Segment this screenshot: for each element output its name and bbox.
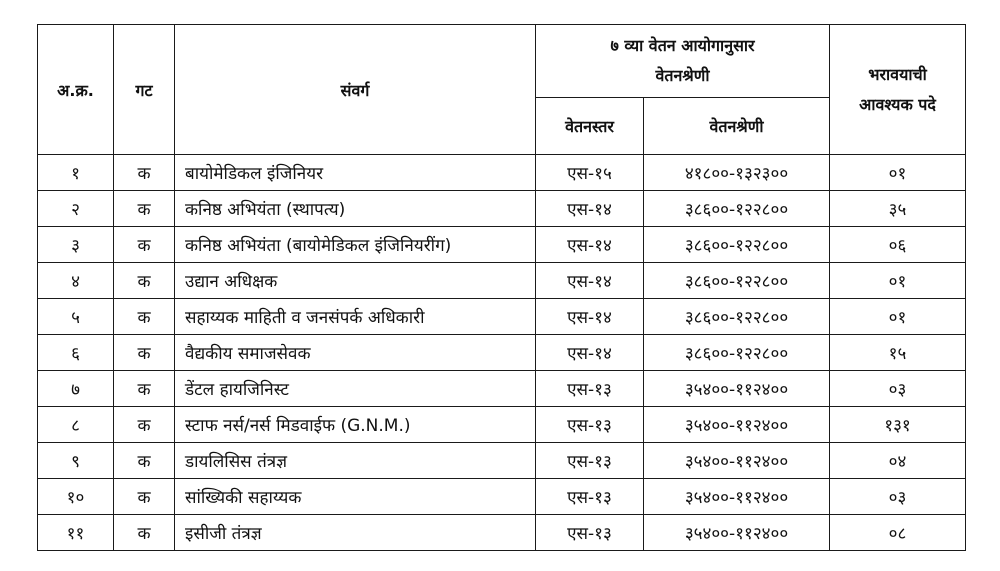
cell-group: क: [114, 191, 175, 227]
cell-group: क: [114, 443, 175, 479]
table-row: [38, 407, 966, 443]
table-row: [38, 191, 966, 227]
cell-group: क: [114, 227, 175, 263]
table-row: [38, 299, 966, 335]
cell-serial: ११: [38, 515, 114, 551]
cell-cadre: डेंटल हायजिनिस्ट: [175, 371, 536, 407]
cell-cadre: कनिष्ठ अभियंता (बायोमेडिकल इंजिनियरींग): [175, 227, 536, 263]
table-row: [38, 479, 966, 515]
cell-pay-level: एस-१३: [536, 515, 644, 551]
table-row: [38, 227, 966, 263]
cell-posts: ०१: [830, 299, 966, 335]
cell-posts: ०६: [830, 227, 966, 263]
cell-pay-scale: ३५४००-११२४००: [644, 443, 830, 479]
cell-posts: १३१: [830, 407, 966, 443]
cell-group: क: [114, 299, 175, 335]
table-row: [38, 335, 966, 371]
recruitment-posts-table: [37, 24, 966, 551]
cell-cadre: सहाय्यक माहिती व जनसंपर्क अधिकारी: [175, 299, 536, 335]
cell-posts: ०३: [830, 371, 966, 407]
cell-serial: १०: [38, 479, 114, 515]
header-row: [38, 25, 966, 98]
table-row: [38, 371, 966, 407]
cell-serial: ८: [38, 407, 114, 443]
cell-serial: ५: [38, 299, 114, 335]
header-cadre: संवर्ग: [175, 25, 536, 155]
cell-pay-scale: ३८६००-१२२८००: [644, 263, 830, 299]
table-row: [38, 155, 966, 191]
cell-serial: १: [38, 155, 114, 191]
cell-posts: १५: [830, 335, 966, 371]
cell-pay-level: एस-१४: [536, 227, 644, 263]
cell-pay-scale: ४१८००-१३२३००: [644, 155, 830, 191]
cell-pay-level: एस-१५: [536, 155, 644, 191]
cell-pay-scale: ३५४००-११२४००: [644, 371, 830, 407]
header-pay-level: वेतनस्तर: [536, 98, 644, 155]
table-row: [38, 443, 966, 479]
cell-group: क: [114, 407, 175, 443]
cell-cadre: सांख्यिकी सहाय्यक: [175, 479, 536, 515]
header-pay-commission-line1: ७ व्या वेतन आयोगानुसार: [610, 36, 755, 55]
cell-group: क: [114, 263, 175, 299]
table-row: [38, 263, 966, 299]
cell-pay-scale: ३८६००-१२२८००: [644, 227, 830, 263]
cell-pay-scale: ३८६००-१२२८००: [644, 191, 830, 227]
cell-group: क: [114, 155, 175, 191]
cell-pay-level: एस-१४: [536, 335, 644, 371]
cell-pay-scale: ३८६००-१२२८००: [644, 299, 830, 335]
cell-posts: ३५: [830, 191, 966, 227]
table-row: [38, 515, 966, 551]
cell-serial: ४: [38, 263, 114, 299]
cell-pay-level: एस-१४: [536, 299, 644, 335]
table-body: [38, 155, 966, 551]
cell-cadre: बायोमेडिकल इंजिनियर: [175, 155, 536, 191]
cell-serial: ९: [38, 443, 114, 479]
cell-cadre: कनिष्ठ अभियंता (स्थापत्य): [175, 191, 536, 227]
cell-pay-level: एस-१३: [536, 371, 644, 407]
cell-serial: ३: [38, 227, 114, 263]
cell-posts: ०८: [830, 515, 966, 551]
cell-pay-level: एस-१३: [536, 407, 644, 443]
header-posts: [830, 25, 966, 155]
cell-serial: ७: [38, 371, 114, 407]
cell-posts: ०४: [830, 443, 966, 479]
cell-group: क: [114, 515, 175, 551]
header-posts-line1: भरावयाची: [868, 64, 927, 84]
header-posts-line2: आवश्यक पदे: [859, 94, 936, 114]
cell-cadre: इसीजी तंत्रज्ञ: [175, 515, 536, 551]
cell-posts: ०३: [830, 479, 966, 515]
header-group: गट: [114, 25, 175, 155]
cell-serial: ६: [38, 335, 114, 371]
cell-pay-level: एस-१४: [536, 191, 644, 227]
header-serial: अ.क्र.: [38, 25, 114, 155]
cell-group: क: [114, 479, 175, 515]
header-pay-commission-line2: वेतनश्रेणी: [655, 66, 710, 85]
cell-pay-scale: ३५४००-११२४००: [644, 407, 830, 443]
cell-cadre: डायलिसिस तंत्रज्ञ: [175, 443, 536, 479]
cell-pay-scale: ३५४००-११२४००: [644, 515, 830, 551]
cell-serial: २: [38, 191, 114, 227]
cell-cadre: वैद्यकीय समाजसेवक: [175, 335, 536, 371]
cell-pay-level: एस-१३: [536, 479, 644, 515]
header-pay-scale: वेतनश्रेणी: [644, 98, 830, 155]
cell-pay-level: एस-१३: [536, 443, 644, 479]
cell-pay-scale: ३५४००-११२४००: [644, 479, 830, 515]
header-pay-commission: [536, 25, 830, 98]
cell-pay-scale: ३८६००-१२२८००: [644, 335, 830, 371]
cell-posts: ०१: [830, 263, 966, 299]
cell-posts: ०१: [830, 155, 966, 191]
cell-group: क: [114, 371, 175, 407]
cell-cadre: स्टाफ नर्स/नर्स मिडवाईफ (G.N.M.): [175, 407, 536, 443]
cell-cadre: उद्यान अधिक्षक: [175, 263, 536, 299]
cell-pay-level: एस-१४: [536, 263, 644, 299]
cell-group: क: [114, 335, 175, 371]
